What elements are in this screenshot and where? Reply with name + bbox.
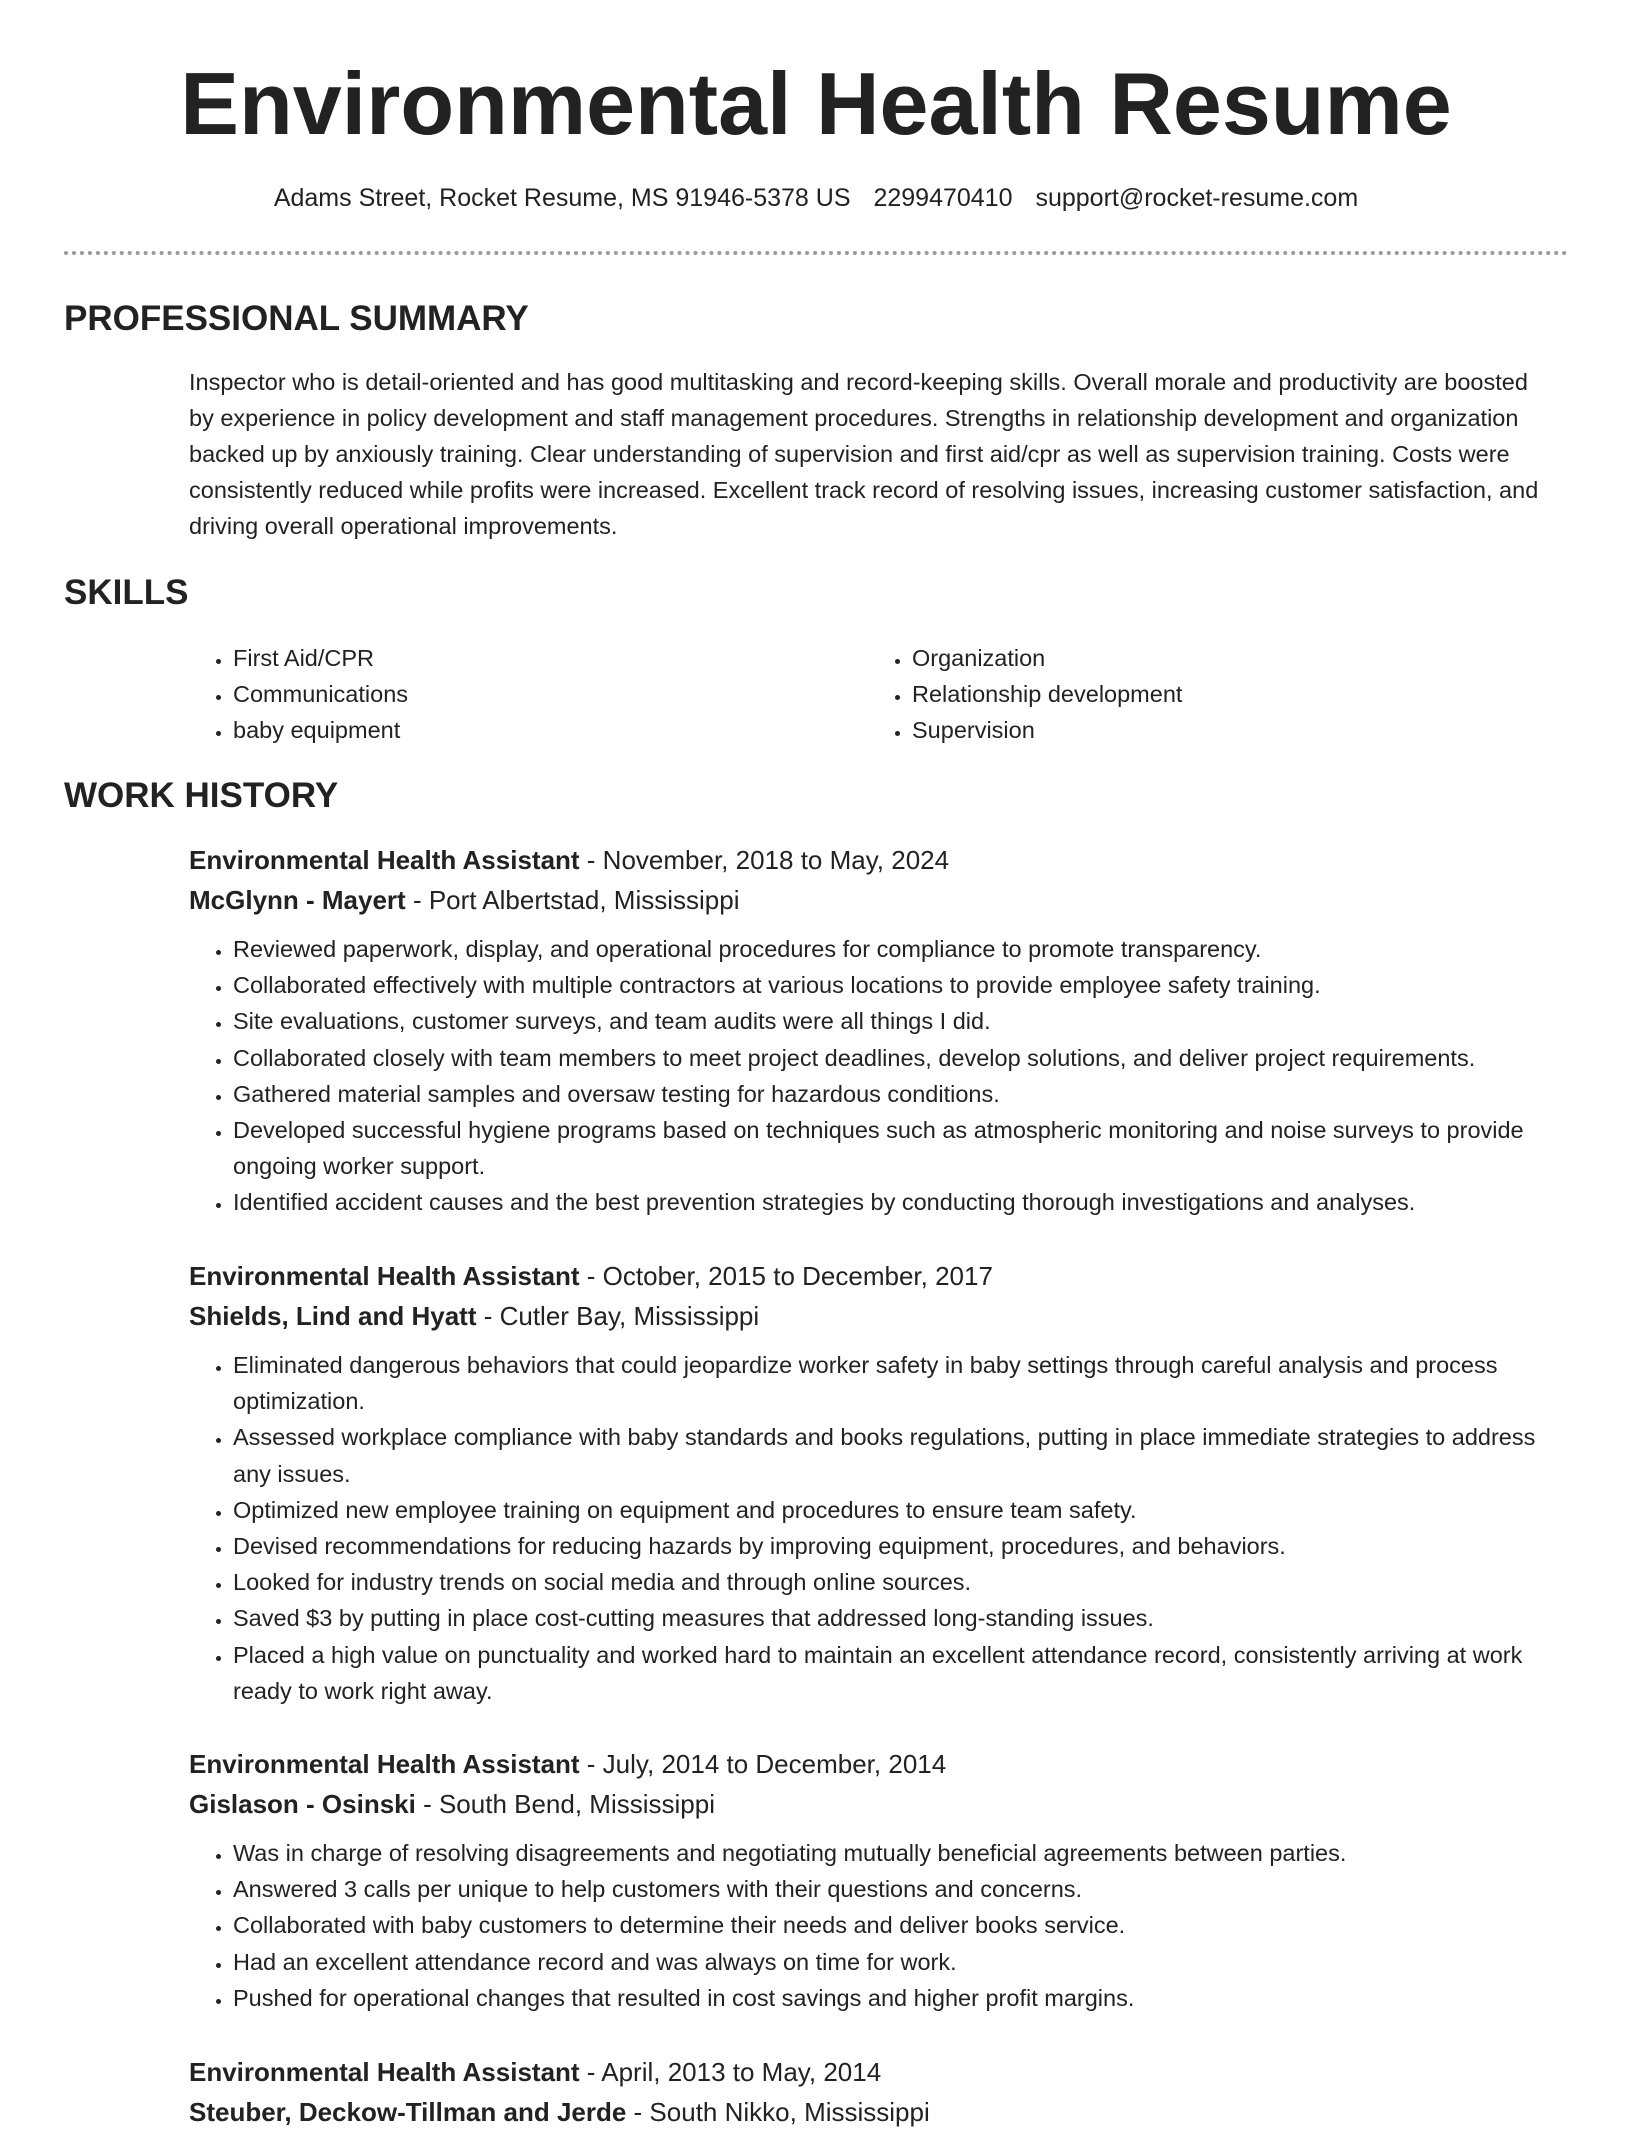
job-title-line xyxy=(189,2052,1569,2092)
job-bullet: • Answered 3 calls per unique to help customers with their questions and concerns. xyxy=(233,1871,1569,1907)
skills-list-right xyxy=(868,640,1512,748)
contact-email: support@rocket-resume.com xyxy=(1035,184,1359,212)
job-title-line xyxy=(189,1744,1569,1784)
job-bullet: • Placed a high value on punctuality and worked hard to maintain an excellent attendance record, consistently arriving at work ready to work right away. xyxy=(233,1637,1569,1709)
skills-list-left xyxy=(189,640,833,748)
job-bullet: • Collaborated with baby customers to determine their needs and deliver books service. xyxy=(233,1907,1569,1943)
job-dates: - July, 2014 to December, 2014 xyxy=(579,1749,947,1779)
job-bullet: • Devised recommendations for reducing hazards by improving equipment, procedures, and behaviors. xyxy=(233,1528,1569,1564)
job-location: - Cutler Bay, Mississippi xyxy=(476,1301,760,1331)
job-bullet: • Pushed for operational changes that resulted in cost savings and higher profit margins. xyxy=(233,1980,1569,2016)
job-bullet: • Site evaluations, customer surveys, and team audits were all things I did. xyxy=(233,1003,1569,1039)
job-title: Environmental Health Assistant xyxy=(189,1749,580,1779)
job-entry xyxy=(189,840,1569,1221)
job-bullet: • Developed successful hygiene programs based on techniques such as atmospheric monitoring and noise surveys to provide ongoing worker support. xyxy=(233,1112,1569,1184)
job-location: - South Bend, Mississippi xyxy=(415,1789,715,1819)
job-title-line xyxy=(189,1256,1569,1296)
job-bullet: • Gathered material samples and oversaw testing for hazardous conditions. xyxy=(233,1076,1569,1112)
contact-address: Adams Street, Rocket Resume, MS 91946-5378 US xyxy=(273,184,851,212)
job-location: - South Nikko, Mississippi xyxy=(626,2097,930,2127)
header-divider xyxy=(64,251,1568,255)
job-bullet: • Optimized new employee training on equipment and procedures to ensure team safety. xyxy=(233,1492,1569,1528)
job-bullet: • Looked for industry trends on social media and through online sources. xyxy=(233,1564,1569,1600)
job-bullets xyxy=(189,1835,1569,2016)
skill-item: • Communications xyxy=(233,676,833,712)
job-entry xyxy=(189,2052,1569,2132)
summary-heading: PROFESSIONAL SUMMARY xyxy=(64,299,529,338)
work-history-heading: WORK HISTORY xyxy=(64,776,339,815)
job-title: Environmental Health Assistant xyxy=(189,2057,580,2087)
contact-phone: 2299470410 xyxy=(873,184,1013,212)
job-bullets xyxy=(189,931,1569,1221)
job-bullet: • Had an excellent attendance record and was always on time for work. xyxy=(233,1944,1569,1980)
summary-text: Inspector who is detail-oriented and has good multitasking and record-keeping skills. Overall morale and productivity are boosted by experience in policy development and staff management procedures. Strengths in relationship development and organization backed up by anxiously training. Clear understanding of supervision and first aid/cpr as well as supervision training. Costs were consistently reduced while profits were increased. Excellent track record of resolving issues, increasing customer satisfaction, and driving overall operational improvements. xyxy=(189,369,1539,539)
job-title-line xyxy=(189,840,1569,880)
job-dates: - April, 2013 to May, 2014 xyxy=(579,2057,882,2087)
job-company: Gislason - Osinski xyxy=(189,1789,416,1819)
job-entry xyxy=(189,1744,1569,2016)
job-company-line xyxy=(189,1296,1569,1336)
job-bullet: • Assessed workplace compliance with baby standards and books regulations, putting in place immediate strategies to address any issues. xyxy=(233,1419,1569,1491)
job-bullet: • Collaborated closely with team members to meet project deadlines, develop solutions, and deliver project requirements. xyxy=(233,1040,1569,1076)
job-bullet: • Was in charge of resolving disagreements and negotiating mutually beneficial agreements between parties. xyxy=(233,1835,1569,1871)
job-title: Environmental Health Assistant xyxy=(189,845,580,875)
job-company-line xyxy=(189,880,1569,920)
job-location: - Port Albertstad, Mississippi xyxy=(405,885,740,915)
resume-title: Environmental Health Resume xyxy=(180,54,1452,153)
skill-item: • Supervision xyxy=(912,712,1512,748)
skills-heading: SKILLS xyxy=(64,573,189,612)
job-bullets xyxy=(189,1347,1569,1709)
job-dates: - October, 2015 to December, 2017 xyxy=(579,1261,993,1291)
job-entry xyxy=(189,1256,1569,1709)
job-company-line xyxy=(189,1784,1569,1824)
job-company: Shields, Lind and Hyatt xyxy=(189,1301,477,1331)
job-bullet: • Identified accident causes and the best prevention strategies by conducting thorough investigations and analyses. xyxy=(233,1184,1569,1220)
job-bullet: • Eliminated dangerous behaviors that could jeopardize worker safety in baby settings through careful analysis and process optimization. xyxy=(233,1347,1569,1419)
job-bullet: • Collaborated effectively with multiple contractors at various locations to provide employee safety training. xyxy=(233,967,1569,1003)
job-company: McGlynn - Mayert xyxy=(189,885,406,915)
job-company-line xyxy=(189,2092,1569,2132)
skill-item: • Relationship development xyxy=(912,676,1512,712)
contact-line xyxy=(0,180,1632,216)
job-bullet: • Saved $3 by putting in place cost-cutting measures that addressed long-standing issues. xyxy=(233,1600,1569,1636)
skill-item: • First Aid/CPR xyxy=(233,640,833,676)
job-bullet: • Reviewed paperwork, display, and operational procedures for compliance to promote transparency. xyxy=(233,931,1569,967)
job-company: Steuber, Deckow-Tillman and Jerde xyxy=(189,2097,627,2127)
job-dates: - November, 2018 to May, 2024 xyxy=(579,845,950,875)
skill-item: • baby equipment xyxy=(233,712,833,748)
job-title: Environmental Health Assistant xyxy=(189,1261,580,1291)
skill-item: • Organization xyxy=(912,640,1512,676)
